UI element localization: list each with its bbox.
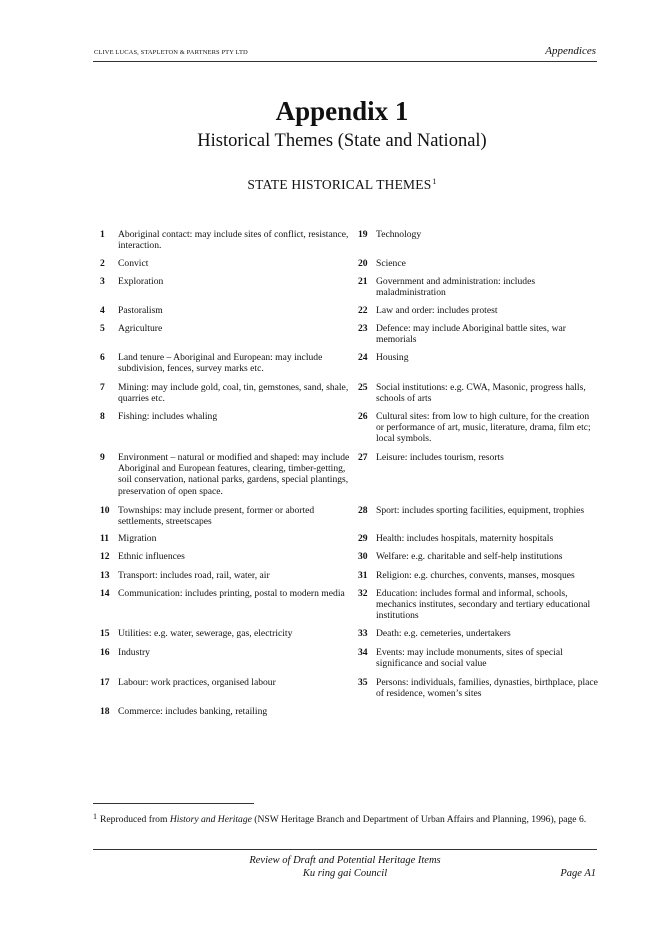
theme-number: 17 [100, 677, 110, 688]
theme-number: 8 [100, 411, 105, 422]
theme-number: 18 [100, 706, 110, 717]
theme-text: Migration [118, 533, 157, 544]
theme-text: Technology [376, 229, 422, 240]
theme-text: Pastoralism [118, 305, 163, 316]
theme-text: Convict [118, 258, 149, 269]
theme-text: Ethnic influences [118, 551, 185, 562]
theme-number: 31 [358, 570, 368, 581]
theme-number: 3 [100, 276, 105, 287]
theme-number: 21 [358, 276, 368, 287]
theme-number: 16 [100, 647, 110, 658]
theme-text: Law and order: includes protest [376, 305, 498, 316]
theme-text: Defence: may include Aboriginal battle sites, war memorials [376, 323, 566, 346]
theme-number: 15 [100, 628, 110, 639]
theme-text: Agriculture [118, 323, 163, 334]
theme-text: Health: includes hospitals, maternity hospitals [376, 533, 554, 544]
theme-number: 20 [358, 258, 368, 269]
footnote-marker: 1 [93, 812, 97, 821]
theme-number: 12 [100, 551, 110, 562]
theme-number: 35 [358, 677, 368, 688]
theme-number: 6 [100, 352, 105, 363]
footnote-suffix: (NSW Heritage Branch and Department of Urban Affairs and Planning, 1996), page 6. [251, 814, 587, 825]
theme-number: 14 [100, 588, 110, 599]
theme-number: 33 [358, 628, 368, 639]
page-title: Appendix 1 [275, 96, 409, 126]
theme-text: Religion: e.g. churches, convents, manses, mosques [376, 570, 575, 581]
theme-number: 5 [100, 323, 105, 334]
theme-text: Persons: individuals, families, dynasties, birthplace, place of residence, women’s sites [376, 677, 598, 700]
theme-text: Government and administration: includes maladministration [376, 276, 536, 299]
footnote-divider [93, 803, 254, 804]
theme-number: 32 [358, 588, 368, 599]
theme-text: Cultural sites: from low to high culture, for the creation or performance of art, music, literature, drama, film etc; local symbols. [376, 411, 591, 445]
theme-number: 11 [100, 533, 110, 544]
page-subtitle: Historical Themes (State and National) [197, 131, 487, 151]
section-heading [0, 177, 656, 193]
theme-text: Utilities: e.g. water, sewerage, gas, electricity [118, 628, 293, 639]
theme-number: 4 [100, 305, 105, 316]
theme-number: 25 [358, 382, 368, 393]
theme-text: Industry [118, 647, 150, 658]
footer-page-number: Page A1 [560, 868, 596, 879]
theme-number: 2 [100, 258, 105, 269]
theme-number: 28 [358, 505, 368, 516]
theme-text: Environment – natural or modified and shaped: may include Aboriginal and European features, clearing, timber-getting, soil conservation, national parks, gardens, special plantings, preservation of open space. [118, 452, 350, 497]
footnote-prefix: Reproduced from [100, 814, 170, 825]
theme-number: 34 [358, 647, 368, 658]
theme-number: 27 [358, 452, 368, 463]
header-divider [93, 61, 597, 62]
theme-number: 7 [100, 382, 105, 393]
header-company: CLIVE LUCAS, STAPLETON & PARTNERS PTY LTD [94, 49, 248, 56]
theme-text: Aboriginal contact: may include sites of conflict, resistance, interaction. [118, 229, 349, 252]
theme-text: Leisure: includes tourism, resorts [376, 452, 504, 463]
footnote-source-title: History and Heritage [169, 814, 252, 825]
footer-divider [93, 849, 597, 850]
theme-text: Mining: may include gold, coal, tin, gemstones, sand, shale, quarries etc. [118, 382, 349, 405]
footnote [93, 811, 598, 826]
theme-text: Communication: includes printing, postal to modern media [118, 588, 345, 599]
theme-text: Labour: work practices, organised labour [118, 677, 276, 688]
theme-text: Death: e.g. cemeteries, undertakers [376, 628, 511, 639]
footnote-reference: 1 [432, 177, 437, 186]
theme-text: Fishing: includes whaling [118, 411, 218, 422]
theme-number: 1 [100, 229, 105, 240]
header-section: Appendices [545, 45, 596, 57]
theme-number: 13 [100, 570, 110, 581]
theme-text: Sport: includes sporting facilities, equipment, trophies [376, 505, 585, 516]
theme-number: 29 [358, 533, 368, 544]
theme-text: Events: may include monuments, sites of special significance and social value [376, 647, 563, 670]
theme-number: 30 [358, 551, 368, 562]
theme-text: Science [376, 258, 406, 269]
theme-number: 26 [358, 411, 368, 422]
theme-text: Exploration [118, 276, 164, 287]
theme-text: Education: includes formal and informal, schools, mechanics institutes, secondary and tertiary educational institutions [376, 588, 591, 622]
theme-number: 23 [358, 323, 368, 334]
theme-text: Commerce: includes banking, retailing [118, 706, 268, 717]
theme-text: Transport: includes road, rail, water, air [118, 570, 270, 581]
footer-document-title: Review of Draft and Potential Heritage Items [249, 855, 441, 866]
theme-text: Land tenure – Aboriginal and European: may include subdivision, fences, survey marks etc. [118, 352, 323, 375]
theme-text: Townships: may include present, former or aborted settlements, streetscapes [118, 505, 315, 528]
theme-text: Welfare: e.g. charitable and self-help institutions [376, 551, 563, 562]
section-heading-text: STATE HISTORICAL THEMES [247, 177, 432, 192]
theme-number: 19 [358, 229, 368, 240]
theme-text: Housing [376, 352, 409, 363]
theme-number: 22 [358, 305, 368, 316]
theme-number: 10 [100, 505, 110, 516]
theme-text: Social institutions: e.g. CWA, Masonic, progress halls, schools of arts [376, 382, 586, 405]
theme-number: 24 [358, 352, 368, 363]
theme-number: 9 [100, 452, 105, 463]
footer-council: Ku ring gai Council [302, 868, 388, 879]
